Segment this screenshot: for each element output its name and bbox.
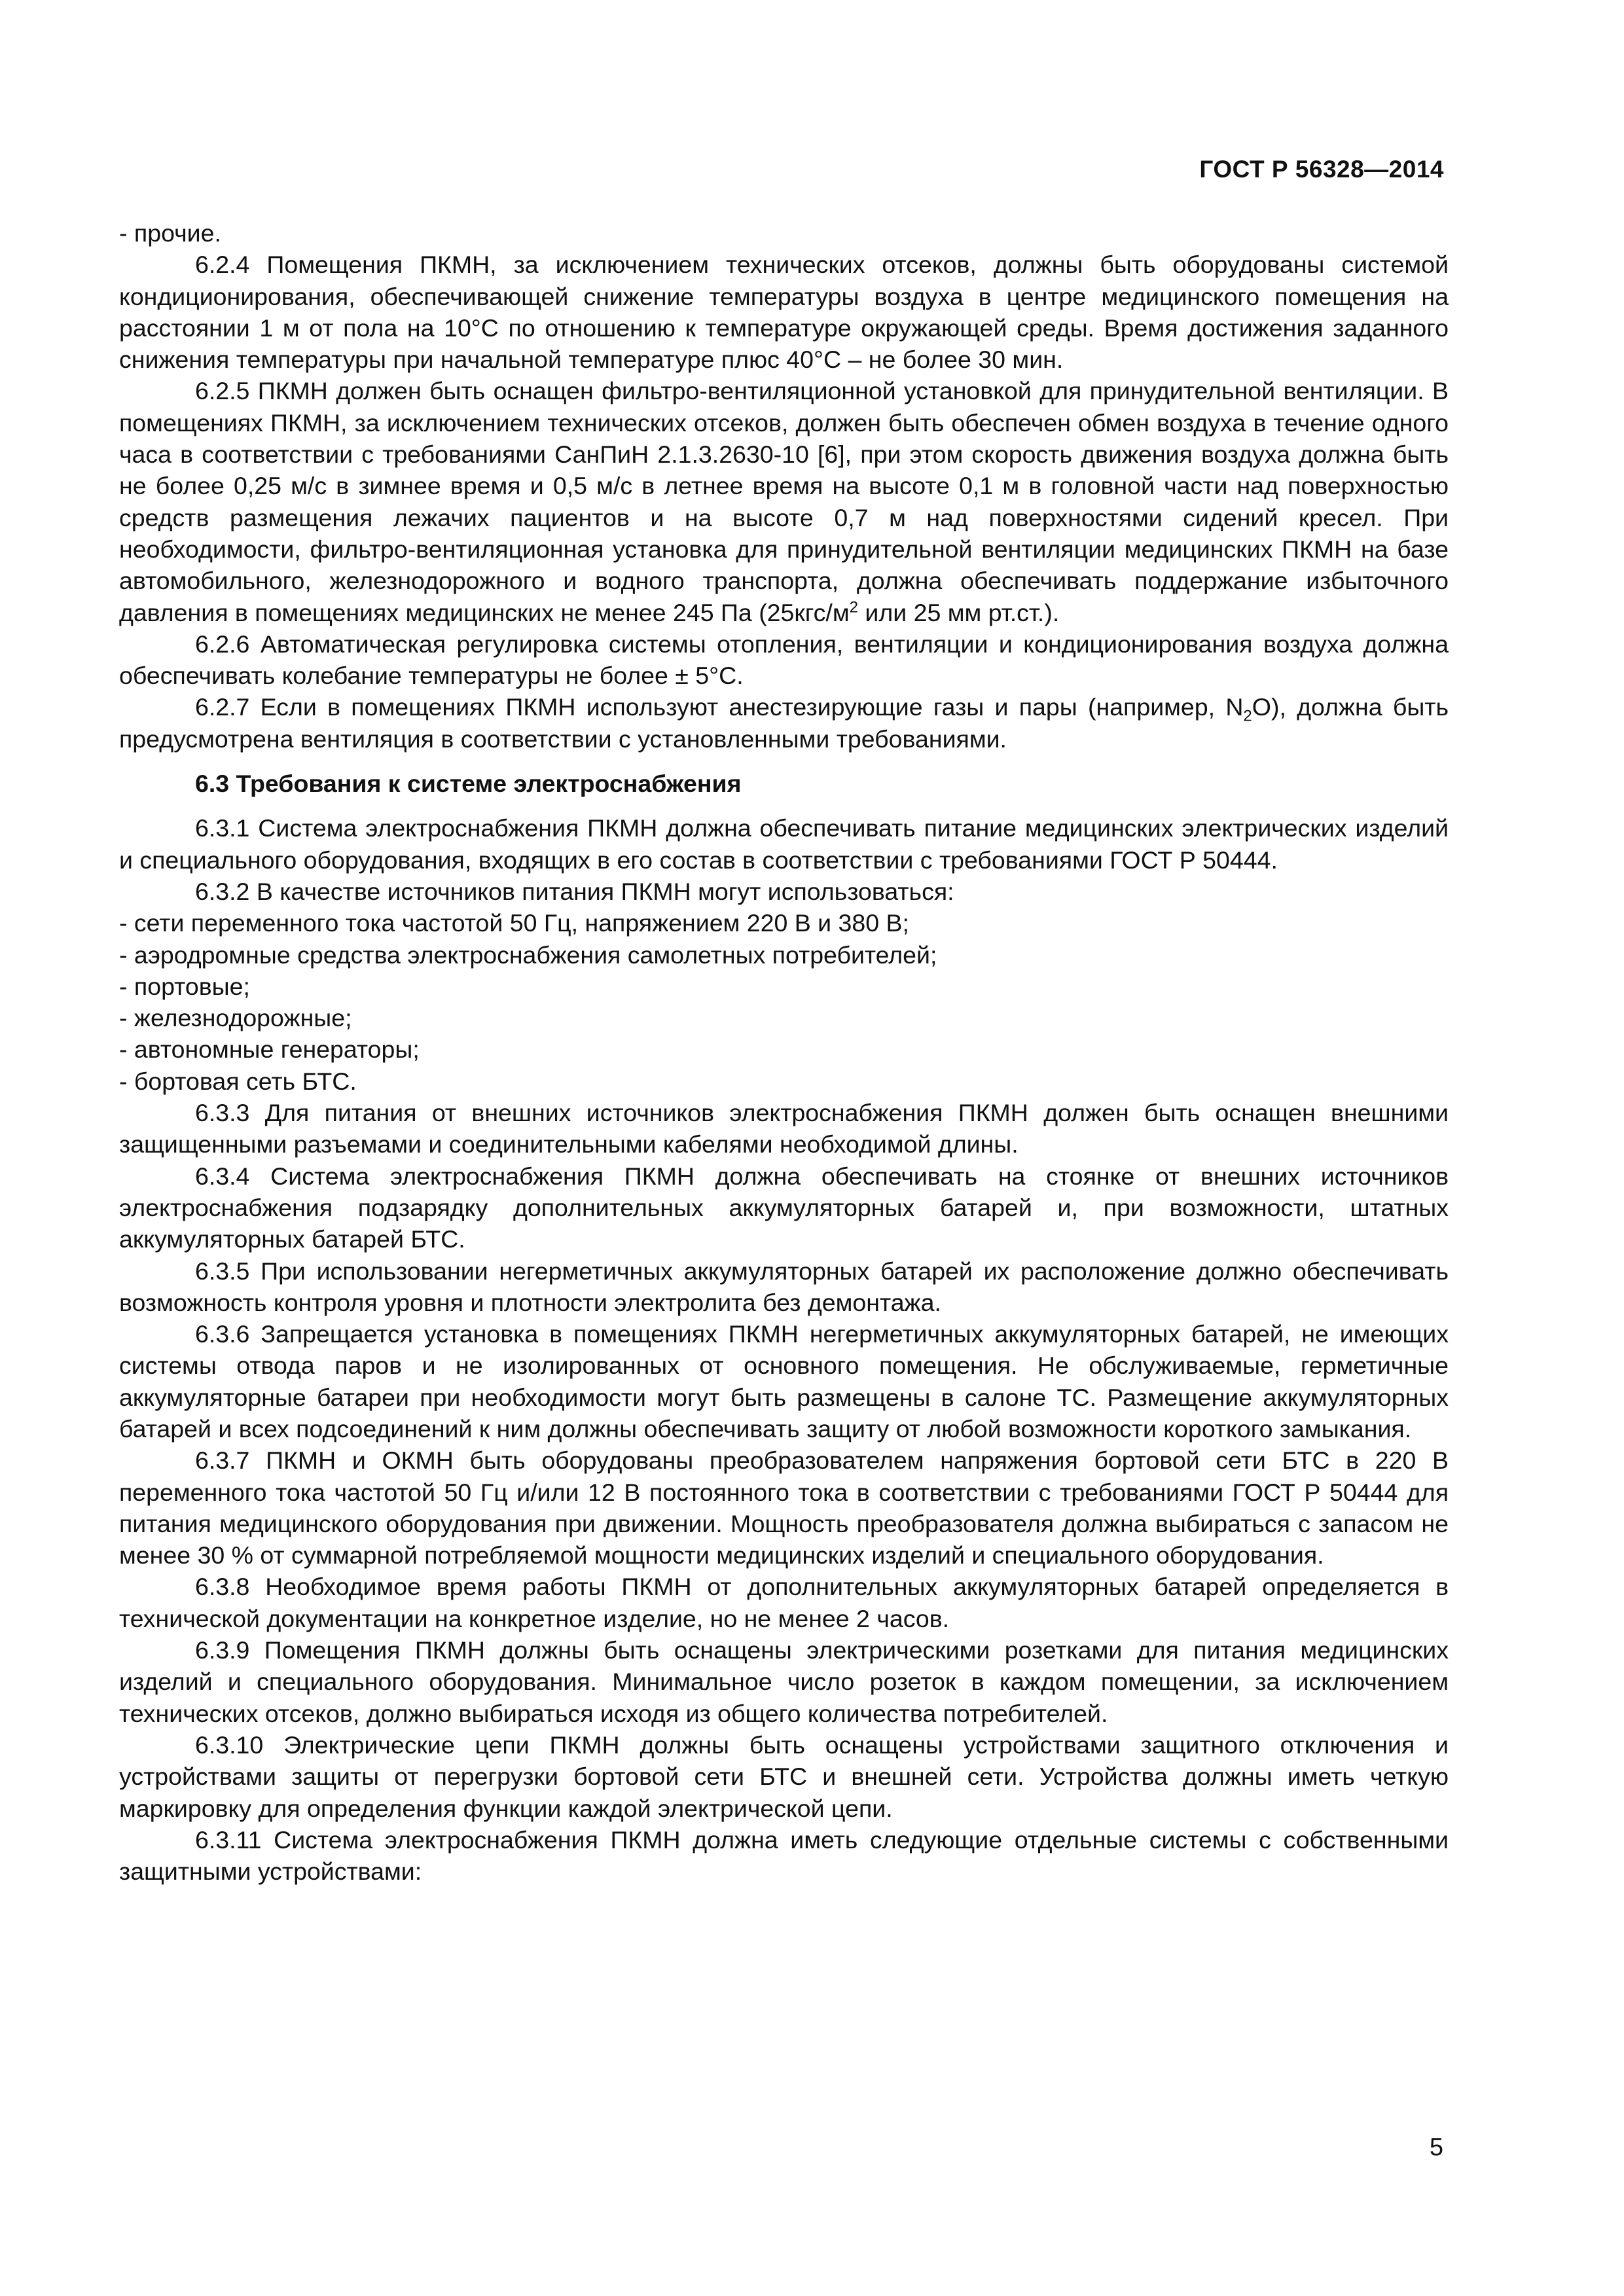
document-body [119, 217, 1449, 1887]
list-item: - бортовая сеть БТС. [119, 1067, 357, 1095]
paragraph-6-3-11: 6.3.11 Система электроснабжения ПКМН должна иметь следующие отдельные системы с собственными защитными устройствами: [119, 1825, 1449, 1886]
paragraph-6-2-7 [119, 691, 1449, 755]
list-item: - портовые; [119, 972, 250, 1000]
page-number: 5 [1429, 2134, 1443, 2161]
paragraph-6-2-5-text-a: 6.2.5 ПКМН должен быть оснащен фильтро-вентиляционной установкой для принудительной вентиляции. В помещениях ПКМН, за исключением технических отсеков, должен быть обеспечен обмен воздуха в течение одного часа в соответствии с требованиями СанПиН 2.1.3.2630-10 [6], при этом скорость движения воздуха должна быть не более 0,25 м/с в зимнее время и 0,5 м/с в летнее время на высоте 0,1 м в головной части над поверхностью средств размещения лежачих пациентов и на высоте 0,7 м над поверхностями сидений кресел. При необходимости, фильтро-вентиляционная установка для принудительной вентиляции медицинских ПКМН на базе автомобильного, железнодорожного и водного транспорта, должна обеспечивать поддержание избыточного давления в помещениях медицинских не менее 245 Па (25кгс/м [119, 377, 1449, 626]
paragraph-6-3-3: 6.3.3 Для питания от внешних источников электроснабжения ПКМН должен быть оснащен внешними защищенными разъемами и соединительными кабелями необходимой длины. [119, 1099, 1449, 1158]
paragraph-6-2-4: 6.2.4 Помещения ПКМН, за исключением технических отсеков, должны быть оборудованы системой кондиционирования, обеспечивающей снижение температуры воздуха в центре медицинского помещения на расстоянии 1 м от пола на 10°С по отношению к температуре окружающей среды. Время достижения заданного снижения температуры при начальной температуре плюс 40°С – не более 30 мин. [119, 251, 1449, 374]
document-id: ГОСТ Р 56328—2014 [1199, 156, 1444, 183]
list-item: - железнодорожные; [119, 1004, 352, 1032]
list-item: - аэродромные средства электроснабжения самолетных потребителей; [119, 941, 937, 969]
subscript: 2 [1243, 707, 1252, 725]
paragraph-6-3-8: 6.3.8 Необходимое время работы ПКМН от дополнительных аккумуляторных батарей определяется в технической документации на конкретное изделие, но не менее 2 часов. [119, 1573, 1449, 1632]
paragraph-6-3-1: 6.3.1 Система электроснабжения ПКМН должна обеспечивать питание медицинских электрических изделий и специального оборудования, входящих в его состав в соответствии с требованиями ГОСТ Р 50444. [119, 814, 1449, 874]
paragraph-6-3-4: 6.3.4 Система электроснабжения ПКМН должна обеспечивать на стоянке от внешних источников электроснабжения подзарядку дополнительных аккумуляторных батарей и, при возможности, штатных аккумуляторных батарей БТС. [119, 1162, 1449, 1253]
paragraph-6-2-7-text-b: O), должна быть предусмотрена вентиляция в соответствии с установленными требованиями. [119, 693, 1449, 753]
paragraph-6-3-2: 6.3.2 В качестве источников питания ПКМН могут использоваться: [195, 877, 954, 905]
paragraph-6-3-6: 6.3.6 Запрещается установка в помещениях ПКМН негерметичных аккумуляторных батарей, не имеющих системы отвода паров и не изолированных от основного помещения. Не обслуживаемые, герметичные аккумуляторные батареи при необходимости могут быть размещены в салоне ТС. Размещение аккумуляторных батарей и всех подсоединений к ним должны обеспечивать защиту от любой возможности короткого замыкания. [119, 1320, 1449, 1443]
section-heading-6-3: 6.3 Требования к системе электроснабжения [195, 770, 742, 798]
list-item: - автономные генераторы; [119, 1035, 420, 1064]
superscript: 2 [849, 598, 858, 617]
paragraph-6-3-5: 6.3.5 При использовании негерметичных аккумуляторных батарей их расположение должно обеспечивать возможность контроля уровня и плотности электролита без демонтажа. [119, 1257, 1449, 1316]
list-item: - сети переменного тока частотой 50 Гц, напряжением 220 В и 380 В; [119, 909, 909, 937]
paragraph-6-3-10: 6.3.10 Электрические цепи ПКМН должны быть оснащены устройствами защитного отключения и устройствами защиты от перегрузки бортовой сети БТС и внешней сети. Устройства должны иметь четкую маркировку для определения функции каждой электрической цепи. [119, 1731, 1449, 1822]
paragraph-6-2-6: 6.2.6 Автоматическая регулировка системы отопления, вентиляции и кондиционирования воздуха должна обеспечивать колебание температуры не более ± 5°С. [119, 630, 1449, 690]
list-item: - прочие. [119, 219, 221, 247]
paragraph-6-2-5 [119, 375, 1449, 628]
paragraph-6-3-9: 6.3.9 Помещения ПКМН должны быть оснащены электрическими розетками для питания медицинских изделий и специального оборудования. Минимальное число розеток в каждом помещении, за исключением технических отсеков, должно выбираться исходя из общего количества потребителей. [119, 1636, 1449, 1727]
paragraph-6-3-7: 6.3.7 ПКМН и ОКМН быть оборудованы преобразователем напряжения бортовой сети БТС в 220 В переменного тока частотой 50 Гц и/или 12 В постоянного тока в соответствии с требованиями ГОСТ Р 50444 для питания медицинского оборудования при движении. Мощность преобразователя должна выбираться с запасом не менее 30 % от суммарной потребляемой мощности медицинских изделий и специального оборудования. [119, 1446, 1449, 1570]
paragraph-6-2-7-text-a: 6.2.7 Если в помещениях ПКМН используют анестезирующие газы и пары (например, N [195, 693, 1244, 721]
document-header [1199, 156, 1444, 183]
paragraph-6-2-5-text-b: или 25 мм рт.ст.). [857, 598, 1060, 626]
